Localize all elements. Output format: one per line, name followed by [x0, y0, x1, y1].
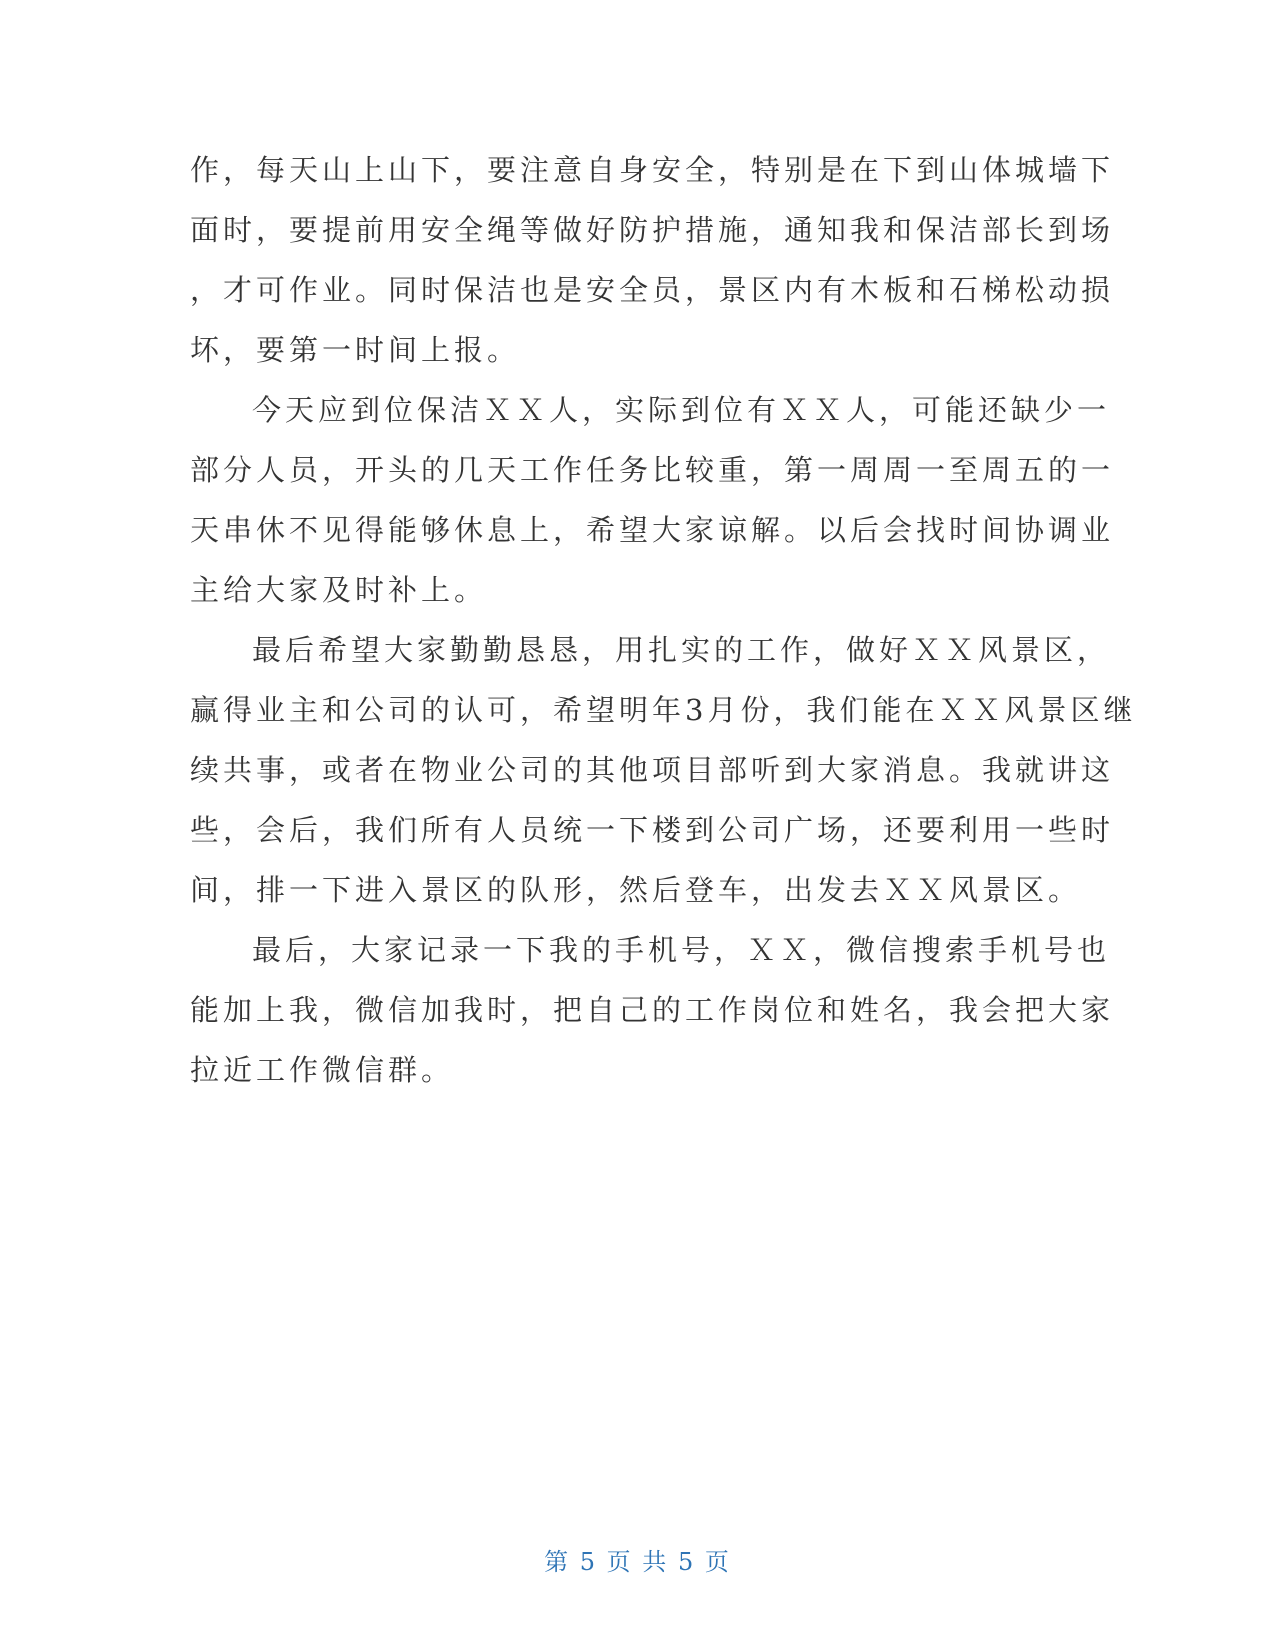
text-line: ，才可作业。同时保洁也是安全员，景区内有木板和石梯松动损: [190, 273, 1115, 307]
text-line: 能加上我，微信加我时，把自己的工作岗位和姓名，我会把大家: [190, 993, 1115, 1027]
text-line: 今天应到位保洁ＸＸ人，实际到位有ＸＸ人，可能还缺少一: [252, 393, 1111, 427]
text-line: 天串休不见得能够休息上，希望大家谅解。以后会找时间协调业: [190, 513, 1115, 547]
text-line: 些，会后，我们所有人员统一下楼到公司广场，还要利用一些时: [190, 813, 1115, 847]
text-line: 间，排一下进入景区的队形，然后登车，出发去ＸＸ风景区。: [190, 873, 1082, 907]
text-line: 赢得业主和公司的认可，希望明年3月份，我们能在ＸＸ风景区继: [190, 693, 1137, 727]
text-line: 部分人员，开头的几天工作任务比较重，第一周周一至周五的一: [190, 453, 1115, 487]
paragraph-4: [190, 920, 1115, 1100]
document-body: [190, 140, 1137, 1100]
text-line: 拉近工作微信群。: [190, 1053, 455, 1087]
text-line: 最后希望大家勤勤恳恳，用扎实的工作，做好ＸＸ风景区，: [252, 633, 1111, 667]
paragraph-2: [190, 380, 1115, 620]
text-line: 续共事，或者在物业公司的其他项目部听到大家消息。我就讲这: [190, 753, 1115, 787]
text-line: 作，每天山上山下，要注意自身安全，特别是在下到山体城墙下: [190, 153, 1115, 187]
text-line: 最后，大家记录一下我的手机号，ＸＸ，微信搜索手机号也: [252, 933, 1111, 967]
text-line: 坏，要第一时间上报。: [190, 333, 521, 367]
paragraph-3: [190, 620, 1137, 920]
text-line: 主给大家及时补上。: [190, 573, 488, 607]
text-line: 面时，要提前用安全绳等做好防护措施，通知我和保洁部长到场: [190, 213, 1115, 247]
page-number-footer: 第 5 页 共 5 页: [544, 1548, 731, 1576]
paragraph-1: [190, 140, 1115, 380]
